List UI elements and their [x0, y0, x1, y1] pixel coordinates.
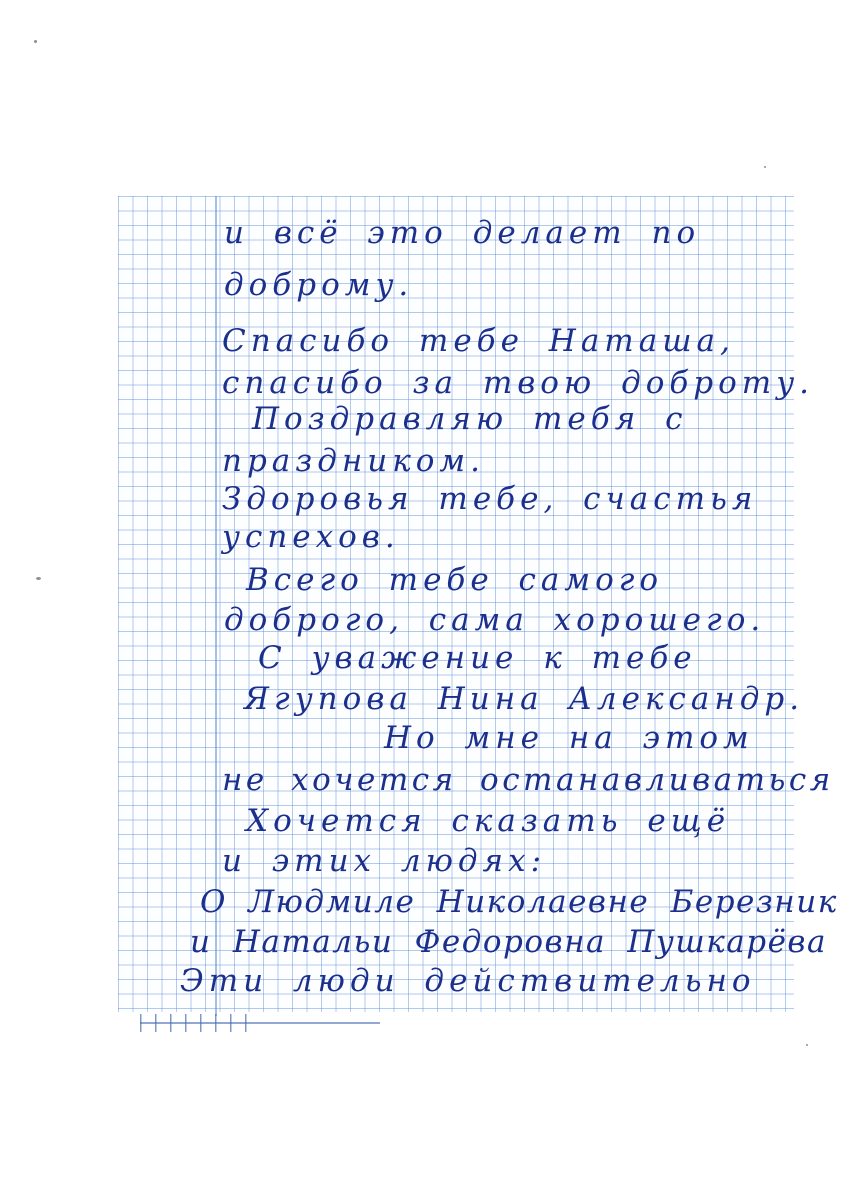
letter-line-1: и всё это делает по: [224, 215, 701, 251]
letter-line-10: доброго, сама хорошего.: [224, 602, 766, 638]
letter-line-8: успехов.: [222, 519, 400, 555]
letter-line-7: Здоровья тебе, счастья: [222, 481, 758, 517]
letter-line-9: Всего тебе самого: [246, 562, 664, 598]
letter-line-12: Ягупова Нина Александр.: [244, 681, 805, 717]
letter-line-4: спасибо за твою доброту.: [222, 365, 815, 401]
letter-line-3: Спасибо тебе Наташа,: [222, 323, 735, 359]
letter-line-6: праздником.: [222, 443, 485, 479]
letter-line-15: Хочется сказать ещё: [246, 803, 731, 839]
letter-line-11: С уважение к тебе: [258, 640, 697, 676]
letter-line-17: О Людмиле Николаевне Березник: [200, 884, 838, 920]
letter-line-2: доброму.: [224, 267, 414, 303]
letter-line-14: не хочется останавливаться: [222, 762, 834, 798]
letter-line-18: и Натальи Федоровна Пушкарёва: [190, 924, 827, 960]
letter-line-16: и этих людях:: [222, 843, 547, 879]
letter-line-19: Эти люди действительно: [180, 963, 756, 999]
letter-line-5: Поздравляю тебя с: [252, 401, 688, 437]
letter-line-13: Но мне на этом: [384, 720, 754, 756]
